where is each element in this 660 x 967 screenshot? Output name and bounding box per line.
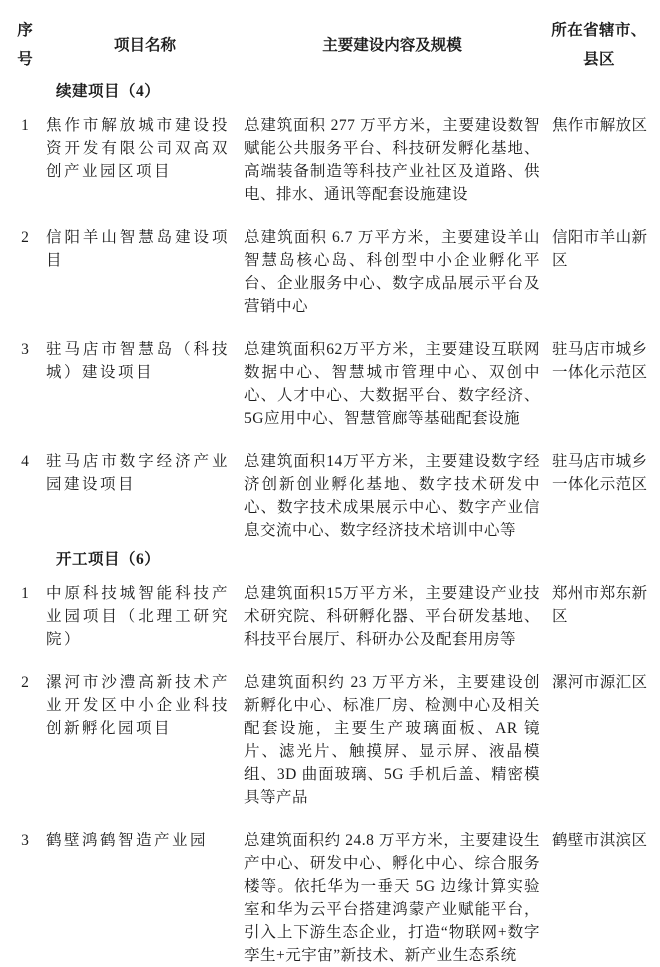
row-number: 3 (21, 341, 29, 358)
row-number: 4 (21, 453, 29, 470)
project-name: 焦作市解放城市建设投资开发有限公司双高双创产业园区项目 (46, 117, 230, 180)
project-content: 总建筑面积14万平方米，主要建设数字经济创新创业孵化基地、数字技术研发中心、数字技术成果展示中心、数字产业信息交流中心、数字经济技术培训中心等 (244, 453, 540, 539)
project-content: 总建筑面积约 23 万平方米，主要建设创新孵化中心、标准厂房、检测中心及相关配套设施，主要生产玻璃面板、AR 镜片、滤光片、触摸屏、显示屏、液晶模组、3D 曲面玻璃、5G 手机后盖、精密模具等产品 (244, 674, 540, 806)
section-header-new-start-projects: 开工项目（6） (56, 551, 161, 568)
table-row (10, 114, 654, 206)
project-location: 驻马店市城乡一体化示范区 (552, 341, 648, 381)
project-location: 驻马店市城乡一体化示范区 (552, 453, 648, 493)
project-location: 信阳市羊山新区 (552, 229, 648, 269)
table-header-row (10, 12, 654, 74)
column-header-content: 主要建设内容及规模 (322, 36, 462, 54)
project-content: 总建筑面积62万平方米，主要建设互联网数据中心、智慧城市管理中心、双创中心、人才中心、大数据平台、数字经济、5G应用中心、智慧管廊等基础配套设施 (244, 341, 540, 427)
project-name: 驻马店市智慧岛（科技城）建设项目 (46, 341, 230, 381)
row-number: 3 (21, 832, 29, 849)
project-name: 驻马店市数字经济产业园建设项目 (46, 453, 230, 493)
project-location: 鹤壁市淇滨区 (552, 832, 648, 849)
row-number: 1 (21, 117, 29, 134)
project-location: 漯河市源汇区 (552, 674, 648, 691)
table-row (10, 582, 654, 651)
column-header-num: 序号 (17, 22, 33, 68)
project-content: 总建筑面积 277 万平方米，主要建设数智赋能公共服务平台、科技研发孵化基地、高端装备制造等科技产业社区及道路、供电、排水、通讯等配套设施建设 (244, 117, 540, 203)
column-header-name: 项目名称 (113, 36, 176, 54)
project-name: 鹤壁鸿鹤智造产业园 (46, 832, 209, 849)
project-name: 漯河市沙澧高新技术产业开发区中小企业科技创新孵化园项目 (46, 674, 230, 737)
row-number: 2 (21, 674, 29, 691)
row-number: 2 (21, 229, 29, 246)
project-location: 郑州市郑东新区 (552, 585, 648, 625)
project-name: 信阳羊山智慧岛建设项目 (46, 229, 230, 269)
table-row (10, 226, 654, 318)
project-content: 总建筑面积15万平方米，主要建设产业技术研究院、科研孵化器、平台研发基地、科技平台展厅、科研办公及配套用房等 (244, 585, 540, 648)
table-row (10, 450, 654, 542)
project-content: 总建筑面积约 24.8 万平方米，主要建设生产中心、研发中心、孵化中心、综合服务楼等。依托华为一垂天 5G 边缘计算实验室和华为云平台搭建鸿蒙产业赋能平台，引入上下游生态企业，打造“物联网+数字孪生+元宇宙”新技术、新产业生态系统 (244, 832, 540, 964)
table-row (10, 829, 654, 967)
project-name: 中原科技城智能科技产业园项目（北理工研究院） (46, 585, 230, 648)
row-number: 1 (21, 585, 29, 602)
table-row (10, 338, 654, 430)
column-header-location: 所在省辖市、县区 (551, 22, 647, 68)
table-row (10, 671, 654, 809)
project-location: 焦作市解放区 (552, 117, 648, 134)
section-header-continued-projects: 续建项目（4） (56, 83, 161, 100)
project-content: 总建筑面积 6.7 万平方米，主要建设羊山智慧岛核心岛、科创型中小企业孵化平台、企业服务中心、数字成品展示平台及营销中心 (244, 229, 540, 315)
